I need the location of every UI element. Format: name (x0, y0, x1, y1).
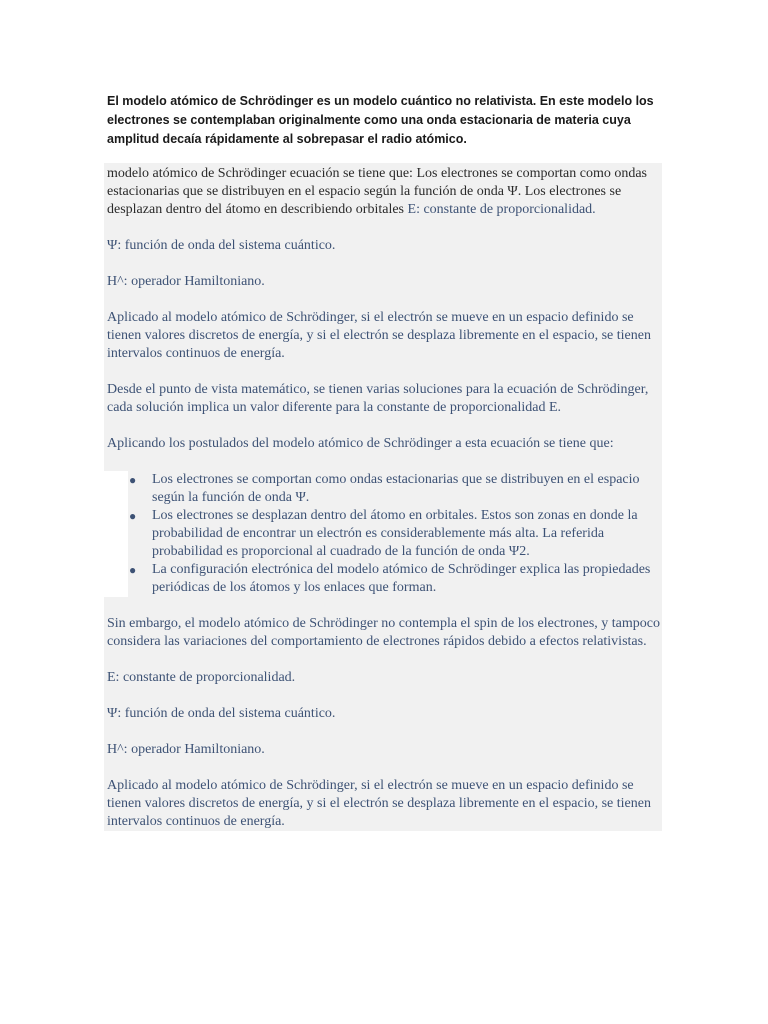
postulates-intro: Aplicando los postulados del modelo atómico de Schrödinger a esta ecuación se tiene que: (104, 435, 662, 453)
list-item-text: Los electrones se desplazan dentro del átomo en orbitales. Estos son zonas en donde la probabilidad de encontrar un electrón es considerablemente más alta. La referida probabilidad es proporcional al cuadrado de la función de onda Ψ2. (152, 508, 638, 559)
bullet-icon: ● (129, 563, 137, 577)
math-view-paragraph: Desde el punto de vista matemático, se tienen varias soluciones para la ecuación de Schrödinger, cada solución implica un valor diferente para la constante de proporcionalidad E. (104, 381, 662, 417)
spacer (104, 759, 662, 777)
list-item (104, 471, 662, 507)
document-body (104, 163, 662, 831)
spacer (104, 687, 662, 705)
spacer (104, 417, 662, 435)
intro-paragraph: El modelo atómico de Schrödinger es un modelo cuántico no relativista. En este modelo los electrones se contemplaban originalmente como una onda estacionaria de materia cuya amplitud decaía rápidamente al sobrepasar el radio atómico. (107, 94, 654, 146)
first-paragraph-text: modelo atómico de Schrödinger ecuación se tiene que: Los electrones se comportan como ondas estacionarias que se distribuyen en el espacio según la función de onda Ψ. Los electrones se desplazan dentro del átomo en describiendo orbitales (107, 166, 647, 217)
list-item (104, 507, 662, 561)
h-definition: H^: operador Hamiltoniano. (104, 273, 662, 291)
applied-paragraph-2: Aplicado al modelo atómico de Schrödinger, si el electrón se mueve en un espacio definido se tienen valores discretos de energía, y si el electrón se desplaza libremente en el espacio, se tienen intervalos continuos de energía. (104, 777, 662, 831)
spacer (104, 651, 662, 669)
limitations-paragraph: Sin embargo, el modelo atómico de Schrödinger no contempla el spin de los electrones, y tampoco considera las variaciones del comportamiento de electrones rápidos debido a efectos relativistas. (104, 615, 662, 651)
e-definition: E: constante de proporcionalidad. (104, 669, 662, 687)
spacer (104, 723, 662, 741)
bullet-icon: ● (129, 473, 137, 487)
first-paragraph-tail: E: constante de proporcionalidad. (407, 202, 596, 217)
spacer (104, 219, 662, 237)
spacer (104, 291, 662, 309)
h-definition-2: H^: operador Hamiltoniano. (104, 741, 662, 759)
spacer (104, 453, 662, 471)
spacer (104, 255, 662, 273)
bullet-icon: ● (129, 509, 137, 523)
first-paragraph (104, 163, 662, 219)
spacer (104, 597, 662, 615)
psi-definition-2: Ψ: función de onda del sistema cuántico. (104, 705, 662, 723)
postulates-list (104, 471, 662, 597)
applied-paragraph: Aplicado al modelo atómico de Schrödinger, si el electrón se mueve en un espacio definido se tienen valores discretos de energía, y si el electrón se desplaza libremente en el espacio, se tienen intervalos continuos de energía. (104, 309, 662, 363)
list-item (104, 561, 662, 597)
list-item-text: Los electrones se comportan como ondas estacionarias que se distribuyen en el espacio según la función de onda Ψ. (152, 472, 640, 505)
spacer (104, 363, 662, 381)
psi-definition: Ψ: función de onda del sistema cuántico. (104, 237, 662, 255)
list-item-text: La configuración electrónica del modelo atómico de Schrödinger explica las propiedades periódicas de los átomos y los enlaces que forman. (152, 562, 651, 595)
